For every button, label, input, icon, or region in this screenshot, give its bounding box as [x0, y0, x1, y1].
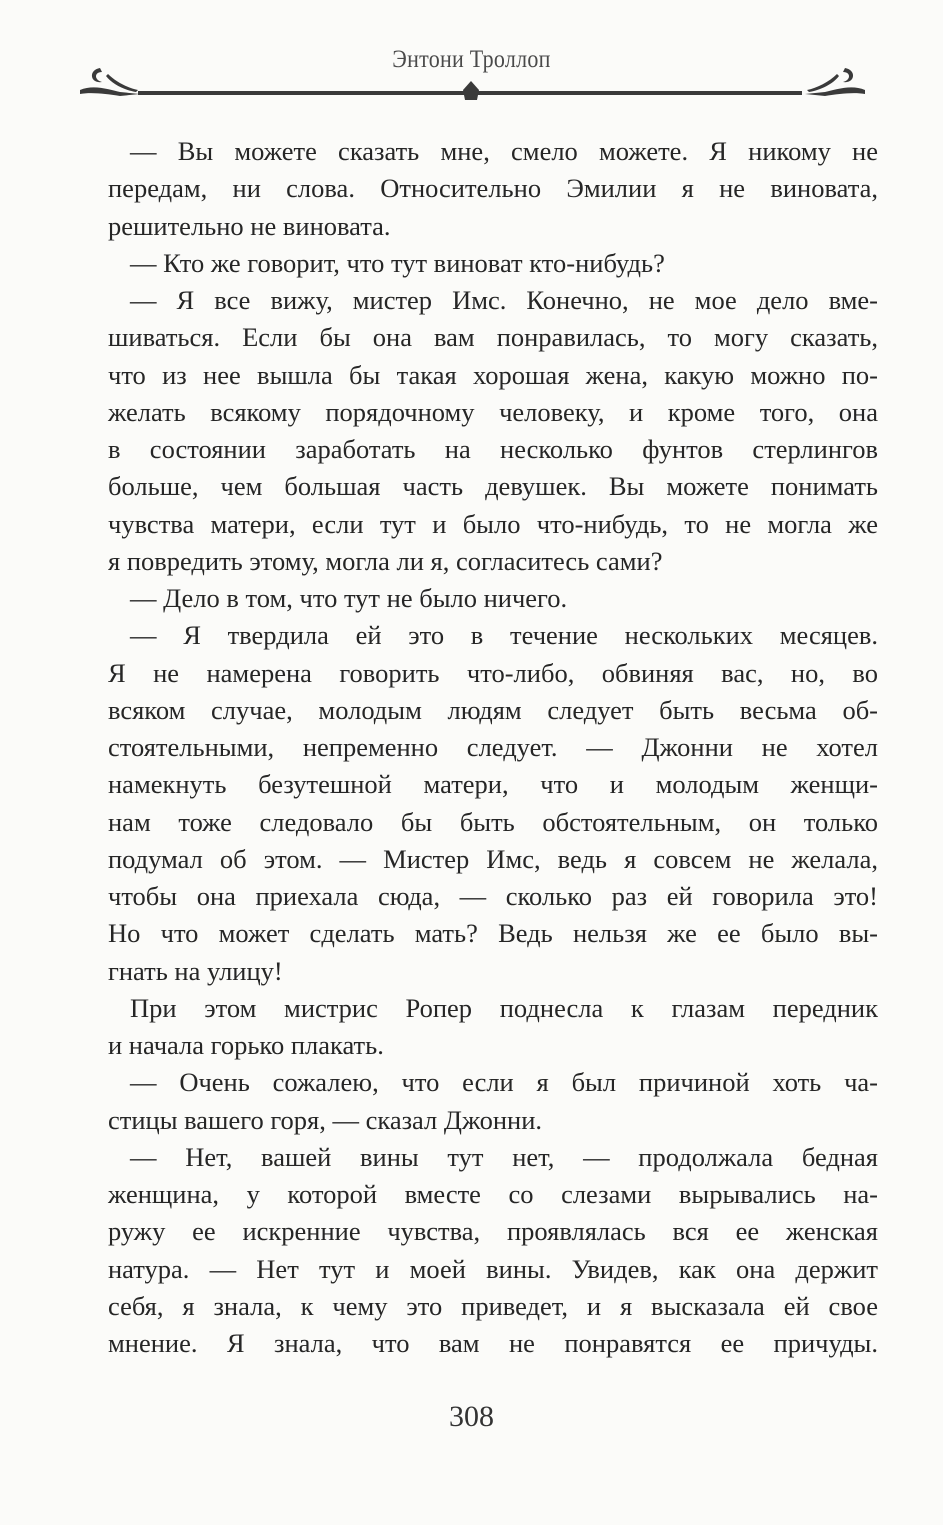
text-line: — Нет, вашей вины тут нет, — продолжала бедная	[130, 1141, 878, 1172]
text-line: При этом мистрис Ропер поднесла к глазам передник	[130, 992, 878, 1023]
text-line: стоятельными, непременно следует. — Джонни не хотел	[108, 732, 878, 762]
text-line: натура. — Нет тут и моей вины. Увидев, как она держит	[108, 1253, 878, 1284]
text-line: желать всякому порядочному человеку, и кроме того, она	[108, 396, 878, 427]
text-line: ружу ее искренние чувства, проявлялась вся ее женская	[108, 1216, 878, 1247]
header-author-name: Энтони Троллоп	[392, 46, 551, 73]
text-line: чувства матери, если тут и было что-нибудь, то не могла же	[108, 508, 878, 539]
text-line: нам тоже следовало бы быть обстоятельным, он только	[108, 806, 878, 837]
text-line: — Дело в том, что тут не было ничего.	[130, 583, 568, 613]
text-line: что из нее вышла бы такая хорошая жена, какую можно по-	[108, 359, 878, 390]
text-line: — Я все вижу, мистер Имс. Конечно, не мое дело вме-	[130, 285, 878, 315]
text-line: шиваться. Если бы она вам понравилась, то могу сказать,	[108, 322, 878, 353]
text-line: — Вы можете сказать мне, смело можете. Я никому не	[130, 136, 878, 166]
text-line: в состоянии заработать на несколько фунтов стерлингов	[108, 434, 878, 464]
text-line: — Кто же говорит, что тут виноват кто-нибудь?	[130, 247, 665, 278]
page-body-text	[108, 133, 878, 1362]
text-line: подумал об этом. — Мистер Имс, ведь я совсем не желала,	[108, 843, 878, 874]
text-line: Но что может сделать мать? Ведь нельзя же ее было вы-	[108, 918, 878, 949]
text-line: всяком случае, молодым людям следует быть весьма об-	[108, 694, 878, 725]
text-line: больше, чем большая часть девушек. Вы можете понимать	[108, 471, 878, 502]
text-line: и начала горько плакать.	[108, 1030, 384, 1060]
text-line: передам, ни слова. Относительно Эмилии я не виновата,	[108, 173, 878, 204]
text-line: женщина, у которой вместе со слезами вырывались на-	[108, 1179, 878, 1209]
text-line: Я не намерена говорить что-либо, обвиняя вас, но, во	[108, 657, 878, 688]
text-line: намекнуть безутешной матери, что и молодым женщи-	[108, 769, 878, 800]
text-line: я повредить этому, могла ли я, согласитесь сами?	[108, 545, 663, 576]
text-line: гнать на улицу!	[108, 955, 283, 986]
text-line: мнение. Я знала, что вам не понравятся ее причуды.	[108, 1328, 878, 1358]
page-number: 308	[449, 1400, 494, 1433]
text-line: стицы вашего горя, — сказал Джонни.	[108, 1104, 543, 1135]
text-line: себя, я знала, к чему это приведет, и я высказала ей свое	[108, 1290, 878, 1321]
running-header	[0, 0, 943, 110]
text-line: — Очень сожалею, что если я был причиной хоть ча-	[130, 1067, 878, 1098]
text-line: решительно не виновата.	[108, 210, 391, 241]
text-line: — Я твердила ей это в течение нескольких месяцев.	[130, 620, 878, 651]
text-line: чтобы она приехала сюда, — сколько раз ей говорила это!	[108, 881, 878, 911]
